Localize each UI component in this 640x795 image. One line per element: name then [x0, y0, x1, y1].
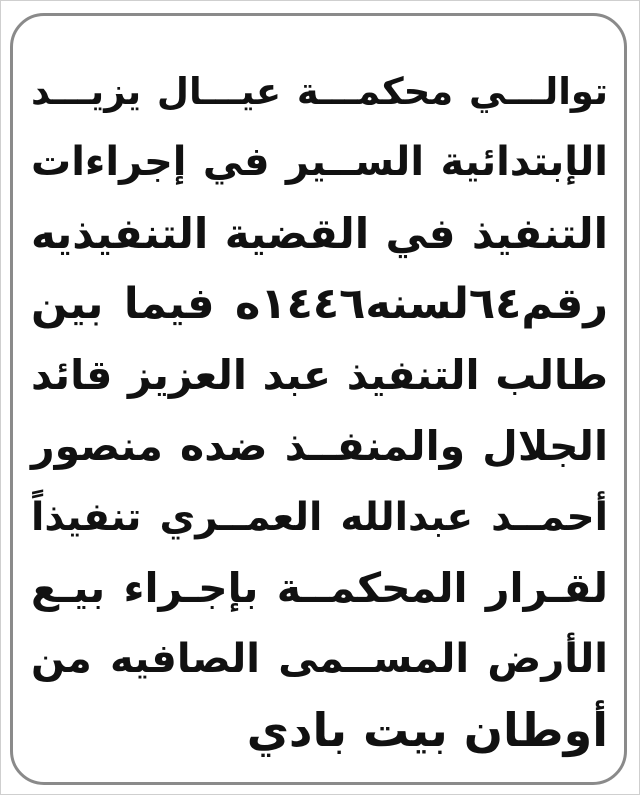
- notice-line-2: الإبتدائية الســير في إجراءات: [31, 139, 608, 185]
- notice-card: [10, 13, 627, 785]
- notice-line-8: لقـرار المحكمــة بإجـراء بيـع: [31, 564, 608, 612]
- notice-line-1: توالـــي محكمـــة عيـــال يزيـــد: [31, 70, 608, 113]
- notice-line-5: طالب التنفيذ عبد العزيز قائد: [31, 351, 608, 399]
- notice-text: [31, 56, 608, 766]
- notice-line-3: التنفيذ في القضية التنفيذيه: [31, 209, 608, 258]
- notice-line-9: الأرض المســمى الصافيه من: [31, 636, 608, 682]
- notice-line-7: أحمــد عبدالله العمــري تنفيذاً: [31, 495, 608, 540]
- notice-line-6: الجلال والمنفــذ ضده منصور: [31, 422, 608, 470]
- notice-line-10: أوطان بيت بادي: [246, 703, 608, 757]
- notice-line-4: رقم٦٤لسنه١٤٤٦ه فيما بين: [31, 279, 608, 329]
